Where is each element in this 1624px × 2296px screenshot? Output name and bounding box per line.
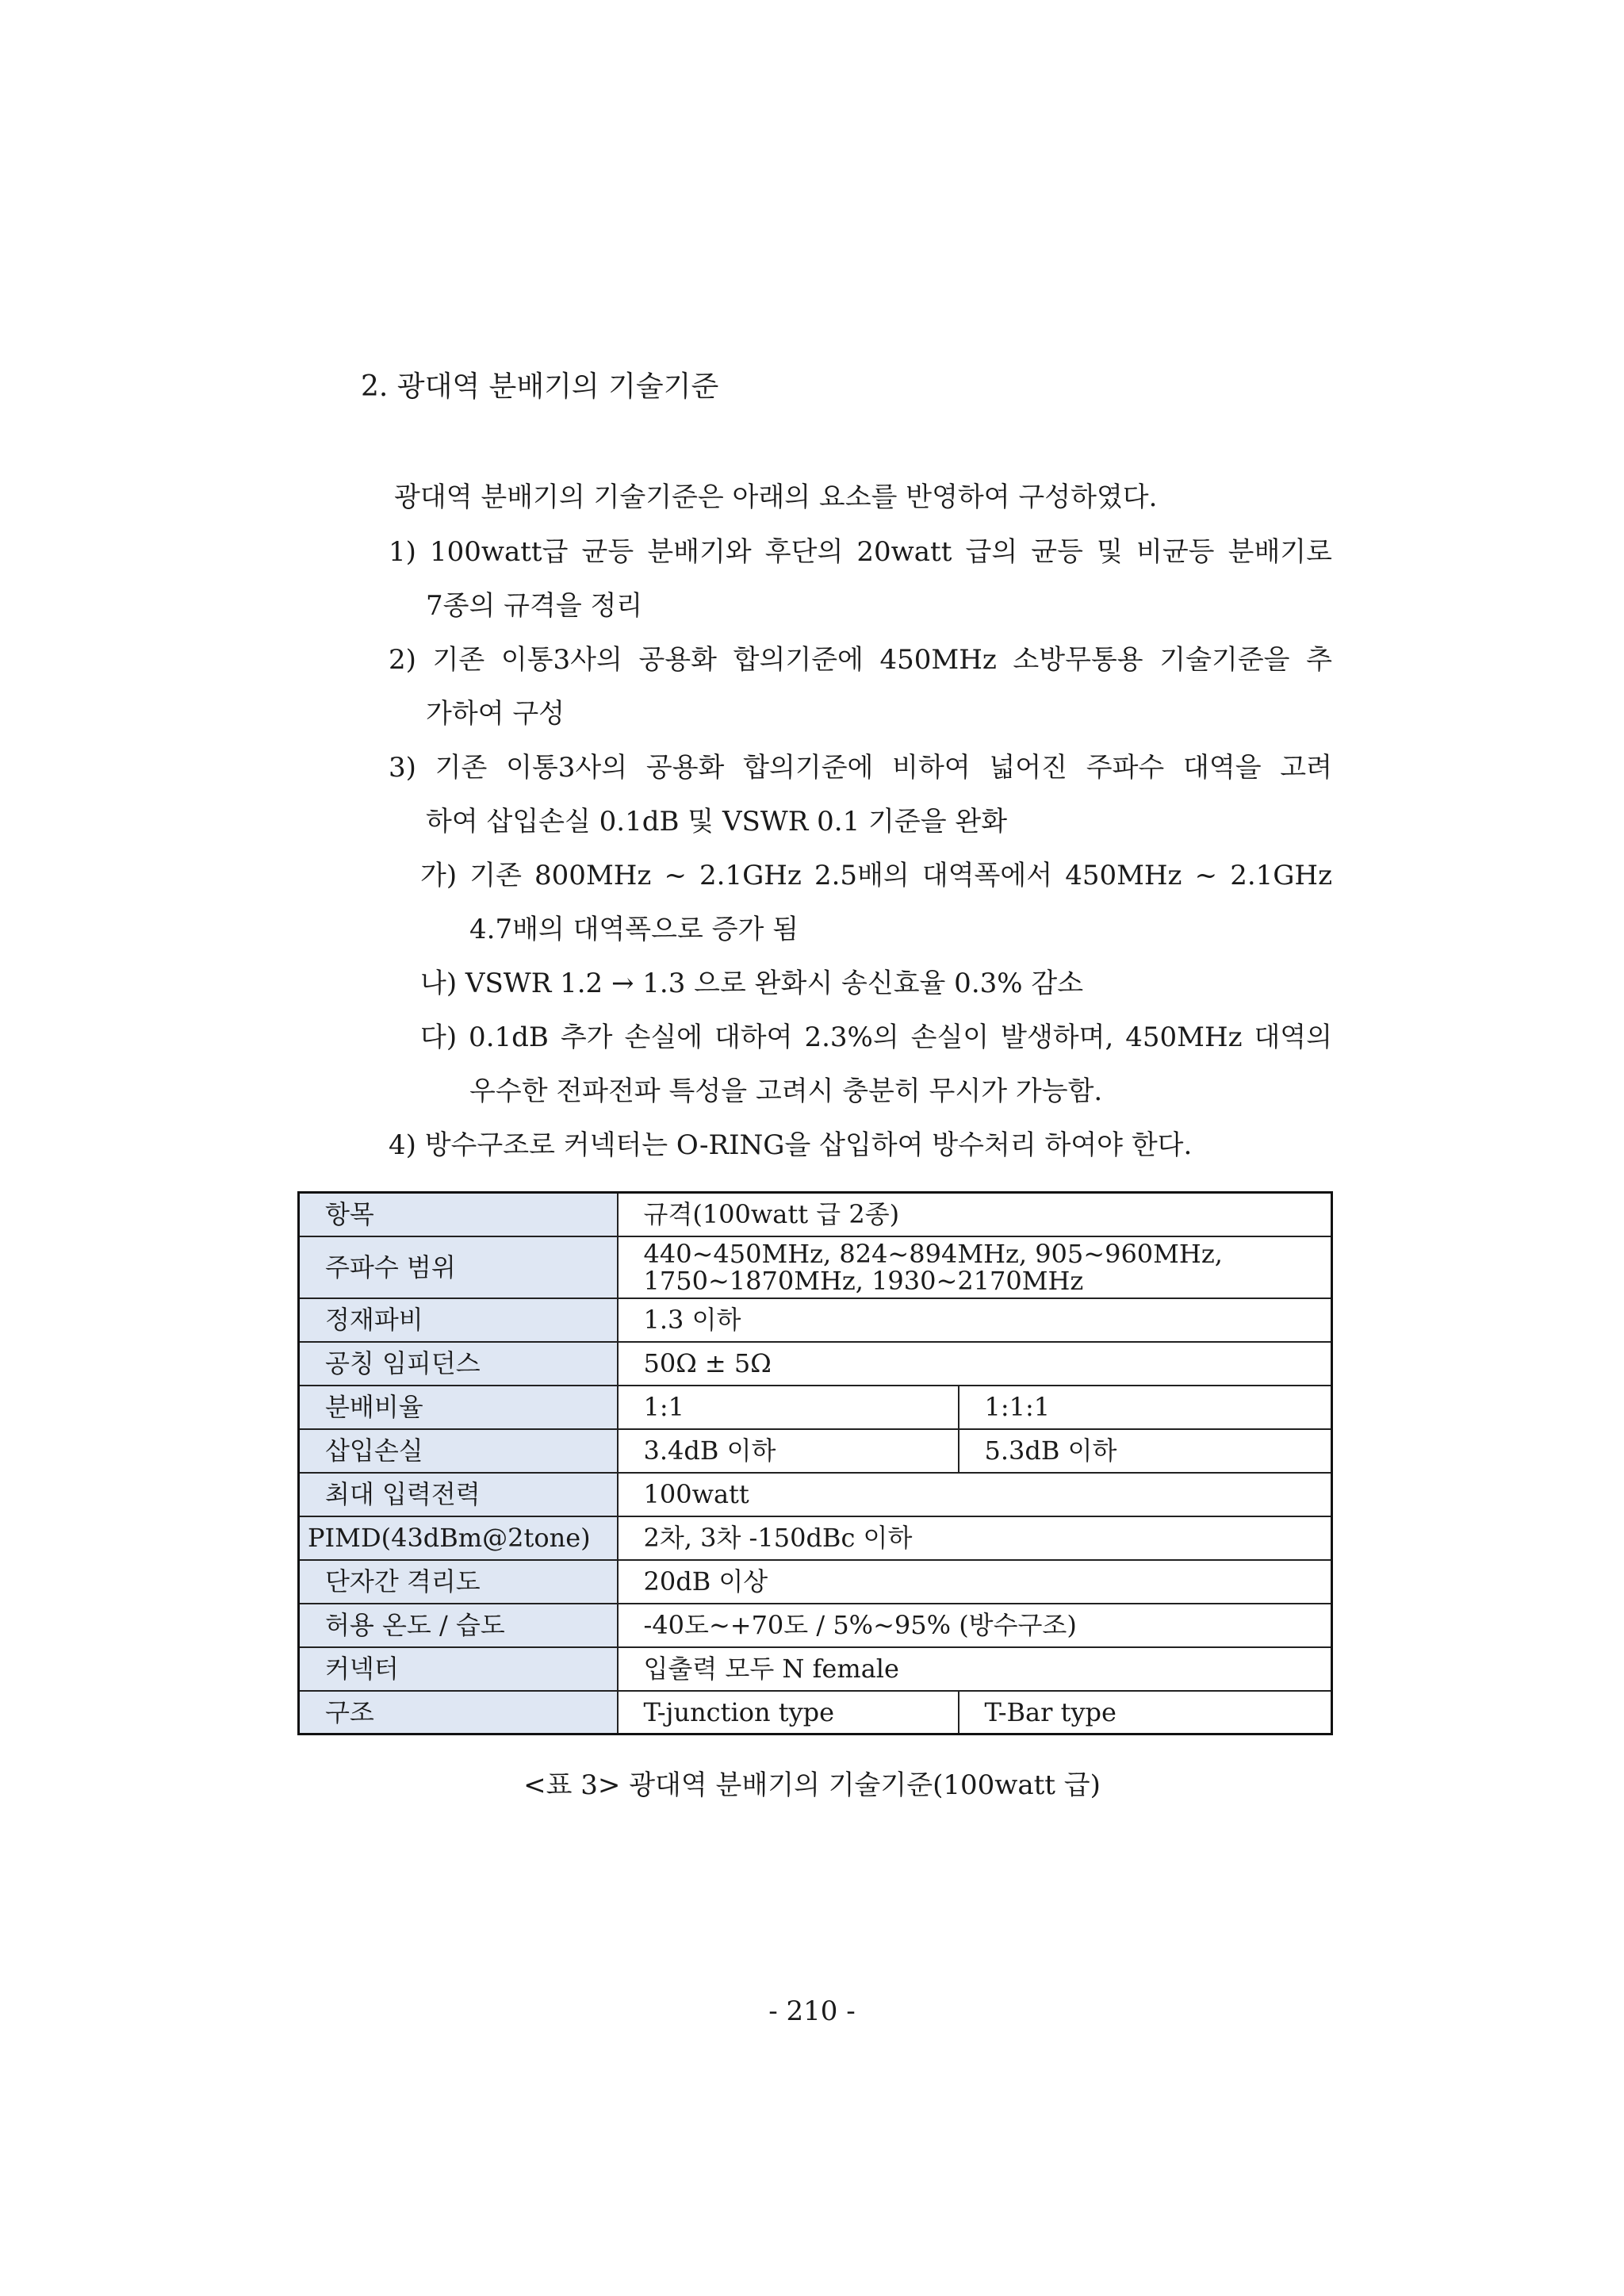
table-row	[299, 1386, 1332, 1429]
freq-line-2: 1750~1870MHz, 1930~2170MHz	[643, 1265, 1084, 1296]
table-cell-key: 최대 입력전력	[299, 1473, 618, 1516]
table-row	[299, 1473, 1332, 1516]
table-cell-value: 입출력 모두 N female	[618, 1647, 1332, 1691]
list-item-3-continued: 하여 삽입손실 0.1dB 및 VSWR 0.1 기준을 완화	[426, 806, 1008, 838]
table-cell-key: 분배비율	[299, 1386, 618, 1429]
table-row	[299, 1236, 1332, 1298]
freq-line-1: 440~450MHz, 824~894MHz, 905~960MHz,	[643, 1238, 1223, 1269]
table-cell-key: 정재파비	[299, 1298, 618, 1342]
table-cell-key: 공칭 임피던스	[299, 1342, 618, 1386]
list-item-1-continued: 7종의 규격을 정리	[426, 590, 643, 622]
table-cell-key: 주파수 범위	[299, 1236, 618, 1298]
table-cell-key: 삽입손실	[299, 1429, 618, 1473]
intro-paragraph: 광대역 분배기의 기술기준은 아래의 요소를 반영하여 구성하였다.	[394, 481, 1158, 513]
table-row	[299, 1193, 1332, 1236]
list-item-4: 4) 방수구조로 커넥터는 O-RING을 삽입하여 방수처리 하여야 한다.	[389, 1129, 1193, 1161]
table-row	[299, 1647, 1332, 1691]
sub-item-ga-continued: 4.7배의 대역폭으로 증가 됨	[469, 914, 799, 945]
table-cell-key: 커넥터	[299, 1647, 618, 1691]
table-cell-value: 3.4dB 이하	[618, 1429, 959, 1473]
table-row	[299, 1298, 1332, 1342]
table-cell-value: T-junction type	[618, 1691, 959, 1734]
table-cell-value: 50Ω ± 5Ω	[618, 1342, 1332, 1386]
list-item-2: 2) 기존 이통3사의 공용화 합의기준에 450MHz 소방무통용 기술기준을 추	[389, 644, 1332, 676]
table-cell-value	[618, 1236, 1332, 1298]
list-item-3: 3) 기존 이통3사의 공용화 합의기준에 비하여 넓어진 주파수 대역을 고려	[389, 752, 1332, 784]
table-row	[299, 1691, 1332, 1734]
table-cell-value: 1:1:1	[959, 1386, 1332, 1429]
page-number: - 210 -	[768, 1995, 856, 2027]
sub-item-da: 다) 0.1dB 추가 손실에 대하여 2.3%의 손실이 발생하며, 450MHz 대역의	[420, 1022, 1332, 1053]
table-cell-value: 5.3dB 이하	[959, 1429, 1332, 1473]
table-cell-value: T-Bar type	[959, 1691, 1332, 1734]
table-cell-value: 1.3 이하	[618, 1298, 1332, 1342]
sub-item-da-continued: 우수한 전파전파 특성을 고려시 충분히 무시가 가능함.	[469, 1075, 1103, 1107]
section-heading: 2. 광대역 분배기의 기술기준	[361, 370, 719, 403]
table-cell-value: 20dB 이상	[618, 1560, 1332, 1604]
table-cell-value: 1:1	[618, 1386, 959, 1429]
table-row	[299, 1516, 1332, 1560]
table-cell-value: 100watt	[618, 1473, 1332, 1516]
table-cell-key: PIMD(43dBm@2tone)	[299, 1516, 618, 1560]
table-cell-value: -40도~+70도 / 5%~95% (방수구조)	[618, 1604, 1332, 1647]
table-row	[299, 1604, 1332, 1647]
table-cell-key: 허용 온도 / 습도	[299, 1604, 618, 1647]
table-header-value: 규격(100watt 급 2종)	[618, 1193, 1332, 1236]
spec-table	[297, 1191, 1333, 1735]
list-item-1: 1) 100watt급 균등 분배기와 후단의 20watt 급의 균등 및 비균등 분배기로	[389, 536, 1332, 568]
table-row	[299, 1429, 1332, 1473]
sub-item-na: 나) VSWR 1.2 → 1.3 으로 완화시 송신효율 0.3% 감소	[420, 968, 1084, 999]
table-row	[299, 1560, 1332, 1604]
sub-item-ga: 가) 기존 800MHz ~ 2.1GHz 2.5배의 대역폭에서 450MHz ~ 2.1GHz	[420, 860, 1332, 891]
table-cell-key: 구조	[299, 1691, 618, 1734]
table-cell-key: 단자간 격리도	[299, 1560, 618, 1604]
table-row	[299, 1342, 1332, 1386]
table-cell-value: 2차, 3차 -150dBc 이하	[618, 1516, 1332, 1560]
list-item-2-continued: 가하여 구성	[426, 698, 565, 730]
table-caption: <표 3> 광대역 분배기의 기술기준(100watt 급)	[523, 1769, 1101, 1801]
table-header-key: 항목	[299, 1193, 618, 1236]
